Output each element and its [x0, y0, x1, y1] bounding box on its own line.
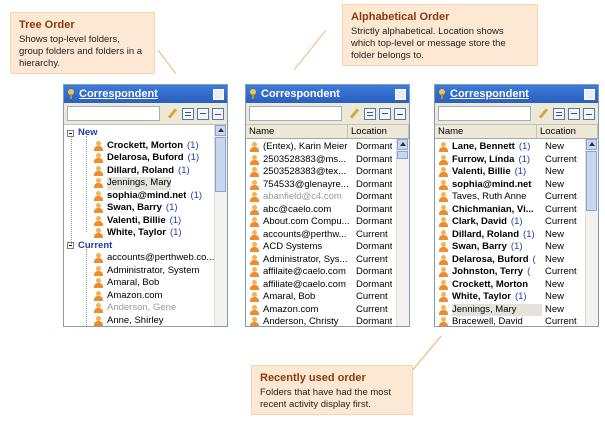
pencil-icon[interactable]: [538, 108, 550, 120]
person-icon: [439, 205, 448, 215]
scroll-up-arrow[interactable]: [586, 139, 597, 150]
list-item[interactable]: [435, 266, 586, 279]
list-item-location: New: [545, 303, 565, 315]
list-item-name-cell: [263, 229, 353, 242]
list-item-location: New: [545, 278, 565, 290]
list-item-location: Current: [545, 191, 577, 202]
alpha-view-button[interactable]: [568, 108, 580, 120]
column-header-location[interactable]: Location: [348, 125, 409, 138]
list-item[interactable]: [435, 291, 586, 304]
list-item-location: New: [545, 241, 565, 252]
vertical-scrollbar[interactable]: [585, 139, 598, 327]
person-icon: [250, 317, 259, 327]
list-item-name: Crockett, Morton: [452, 278, 528, 290]
list-item-name-cell: [452, 291, 542, 304]
list-item-name: Amazon.com: [263, 303, 319, 315]
panel-titlebar[interactable]: [64, 85, 227, 103]
list-item-location: Current: [545, 266, 577, 277]
list-item-name-cell: [263, 166, 353, 179]
list-item-location: Dormant: [356, 153, 393, 165]
list-item-name: (Entex), Karin Meier: [263, 141, 348, 152]
correspondent-panel-recent: [434, 84, 599, 327]
list-item[interactable]: [246, 179, 397, 192]
list-item-name: 2503528383@ms...: [263, 153, 347, 165]
person-icon: [250, 180, 259, 190]
list-item-name: Valenti, Billie: [452, 166, 511, 177]
list-item-name: Swan, Barry: [452, 241, 507, 252]
tree-item-name: Amazon.com: [107, 289, 163, 301]
tree-view-button[interactable]: [182, 108, 194, 120]
tree-item-name: Crockett, Morton: [107, 139, 183, 151]
scroll-thumb[interactable]: [215, 137, 226, 192]
person-icon: [250, 242, 259, 252]
person-icon: [250, 217, 259, 227]
folder-list: [246, 139, 409, 327]
list-item-name-cell: [263, 216, 353, 229]
list-item-name: Administrator, Sys...: [263, 253, 348, 265]
callout-title: Recently used order: [260, 372, 366, 384]
person-icon: [250, 305, 259, 315]
list-item-name: accounts@perthw...: [263, 228, 347, 240]
list-item-location: Dormant: [356, 141, 393, 152]
unread-count: (1): [190, 189, 203, 201]
list-item-name: About.com Compu...: [263, 216, 350, 227]
unread-count: (1): [187, 139, 199, 151]
list-item-name-cell: [452, 279, 542, 292]
person-icon: [94, 216, 103, 226]
unread-count: (1): [165, 202, 178, 213]
person-icon: [250, 255, 259, 265]
list-item-name-cell: [452, 266, 542, 279]
list-item-name-cell: [263, 266, 353, 279]
list-item-name-cell: [452, 241, 542, 254]
unread-count: (1): [514, 166, 527, 177]
person-icon: [94, 253, 103, 263]
list-item-name: Lane, Bennett: [452, 141, 515, 152]
tree-item-name: Administrator, System: [107, 264, 200, 276]
tree-item-name: Swan, Barry: [107, 202, 162, 213]
list-item-location: Dormant: [356, 166, 393, 177]
column-header: [435, 125, 598, 139]
tree-group-label: New: [78, 127, 98, 138]
person-icon: [94, 153, 103, 163]
column-header-name[interactable]: Name: [435, 125, 537, 138]
alpha-view-button[interactable]: [379, 108, 391, 120]
callout-recently-used-order: [251, 365, 413, 415]
unread-count: (: [532, 253, 536, 265]
person-icon: [439, 180, 448, 190]
list-item[interactable]: [435, 241, 586, 254]
tree-item-name: Dillard, Roland: [107, 164, 175, 176]
unread-count: (1): [510, 216, 523, 227]
person-icon: [94, 228, 103, 238]
list-item[interactable]: [435, 279, 586, 292]
list-item-name-cell: [452, 304, 542, 317]
list-item-name: Jennings, Mary: [452, 303, 517, 315]
person-icon: [439, 192, 448, 202]
callout-title: Alphabetical Order: [351, 11, 450, 23]
list-item-name-cell: [263, 304, 353, 317]
list-item[interactable]: [246, 316, 397, 327]
person-icon: [439, 167, 448, 177]
list-item-location: Current: [356, 303, 388, 315]
unread-count: (1): [169, 214, 182, 226]
maximize-button[interactable]: [584, 89, 595, 100]
person-icon: [439, 280, 448, 290]
person-icon: [439, 155, 448, 165]
pencil-icon[interactable]: [167, 108, 179, 120]
recent-view-button[interactable]: [394, 108, 406, 120]
list-item-name-cell: [452, 154, 542, 167]
list-item-name-cell: [263, 254, 353, 267]
person-icon: [439, 242, 448, 252]
list-item-name: Chichmanian, Vi...: [452, 203, 534, 215]
list-item-name-cell: [452, 216, 542, 229]
person-icon: [94, 166, 103, 176]
unread-count: (: [527, 266, 531, 277]
person-icon: [439, 292, 448, 302]
list-item-name-cell: [263, 141, 353, 154]
column-header: [246, 125, 409, 139]
list-item-location: Dormant: [356, 178, 393, 190]
scroll-up-arrow[interactable]: [215, 125, 226, 136]
list-item-name: Furrow, Linda: [452, 153, 515, 165]
recent-view-button[interactable]: [583, 108, 595, 120]
person-icon: [439, 255, 448, 265]
tree-item-name: White, Taylor: [107, 227, 166, 238]
person-icon: [94, 291, 103, 301]
list-item[interactable]: [435, 166, 586, 179]
panel-title[interactable]: Correspondent: [79, 88, 158, 100]
list-item-name-cell: [263, 179, 353, 192]
filter-combo[interactable]: [249, 106, 342, 121]
correspondent-panel-tree: [63, 84, 228, 327]
tree-guide-line: [86, 136, 87, 232]
list-item-location: Current: [356, 253, 388, 265]
unread-count: (1): [518, 153, 531, 165]
tree-item-name: Delarosa, Buford: [107, 152, 184, 163]
list-item[interactable]: [435, 154, 586, 167]
panel-toolbar: [64, 103, 227, 125]
list-item-location: New: [545, 228, 565, 240]
person-icon: [250, 167, 259, 177]
person-icon: [439, 317, 448, 327]
list-item-location: Dormant: [356, 278, 393, 290]
person-icon: [94, 316, 103, 326]
person-icon: [250, 267, 259, 277]
callout-alphabetical-order: [342, 4, 538, 66]
list-item-name: Taves, Ruth Anne: [452, 191, 527, 202]
maximize-button[interactable]: [395, 89, 406, 100]
pencil-icon[interactable]: [349, 108, 361, 120]
list-item-name: sophia@mind.net: [452, 178, 532, 190]
list-item-name-cell: [452, 316, 542, 327]
maximize-button[interactable]: [213, 89, 224, 100]
scroll-thumb[interactable]: [397, 151, 408, 159]
tree-item-name: Anderson, Gene: [107, 302, 177, 313]
list-item[interactable]: [246, 229, 397, 242]
list-item[interactable]: [246, 304, 397, 317]
list-item-location: Current: [356, 228, 388, 240]
vertical-scrollbar[interactable]: [396, 139, 409, 327]
list-item-name: abc@caelo.com: [263, 203, 332, 215]
list-item-name: Bracewell, David: [452, 316, 523, 327]
person-icon: [94, 203, 103, 213]
pushpin-icon[interactable]: [438, 89, 446, 99]
list-item-name-cell: [452, 204, 542, 217]
tree-item-name: Jennings, Mary: [107, 177, 172, 188]
person-icon: [250, 155, 259, 165]
person-icon: [94, 141, 103, 151]
list-item-location: Current: [545, 316, 577, 327]
person-icon: [250, 230, 259, 240]
list-item-name: Clark, David: [452, 216, 507, 227]
list-item[interactable]: [435, 204, 586, 217]
list-item-name-cell: [263, 291, 353, 304]
person-icon: [439, 217, 448, 227]
list-item-location: Dormant: [356, 241, 393, 252]
list-item-location: Current: [545, 153, 577, 165]
filter-combo[interactable]: [438, 106, 531, 121]
list-item[interactable]: [246, 141, 397, 154]
list-item-location: New: [545, 291, 565, 302]
unread-count: (1): [178, 164, 190, 176]
tree-item-name: Valenti, Billie: [107, 214, 166, 226]
unread-count: (1): [187, 152, 200, 163]
list-item-location: Current: [356, 291, 388, 302]
vertical-scrollbar[interactable]: [214, 125, 227, 327]
list-item-name: 2503528383@tex...: [263, 166, 347, 177]
list-item-location: New: [545, 253, 565, 265]
pushpin-icon[interactable]: [67, 89, 75, 99]
person-icon: [439, 142, 448, 152]
list-item-location: Dormant: [356, 216, 393, 227]
panel-title[interactable]: Correspondent: [261, 88, 340, 100]
list-item-location: New: [545, 141, 565, 152]
list-item-name: Johnston, Terry: [452, 266, 524, 277]
person-icon: [250, 192, 259, 202]
list-item-name: affilaite@caelo.com: [263, 266, 346, 277]
person-icon: [94, 303, 103, 313]
list-item[interactable]: [246, 254, 397, 267]
list-item-name: White, Taylor: [452, 291, 511, 302]
list-item[interactable]: [246, 279, 397, 292]
list-item-name-cell: [263, 154, 353, 167]
unread-count: (1): [169, 227, 182, 238]
list-item[interactable]: [435, 141, 586, 154]
person-icon: [439, 230, 448, 240]
list-item-name: Delarosa, Buford: [452, 253, 529, 265]
list-item-name-cell: [452, 254, 542, 267]
panel-titlebar[interactable]: [435, 85, 598, 103]
recent-view-button[interactable]: [212, 108, 224, 120]
person-icon: [250, 292, 259, 302]
column-header-name[interactable]: Name: [246, 125, 348, 138]
list-item-name: abanfield@c4.com: [263, 191, 342, 202]
tree-item-name: sophia@mind.net: [107, 189, 187, 201]
unread-count: (1): [510, 241, 523, 252]
list-item-location: Dormant: [356, 191, 393, 202]
list-item-name-cell: [452, 191, 542, 204]
list-item-name-cell: [263, 204, 353, 217]
list-item-location: New: [545, 166, 565, 177]
tree-view-button[interactable]: [553, 108, 565, 120]
list-item[interactable]: [246, 191, 397, 204]
list-item[interactable]: [246, 166, 397, 179]
list-item-name: Anderson, Christy: [263, 316, 339, 327]
tree-view-button[interactable]: [364, 108, 376, 120]
list-item-name: Amaral, Bob: [263, 291, 316, 302]
list-item-location: Current: [545, 203, 577, 215]
list-item[interactable]: [435, 229, 586, 242]
list-item-name-cell: [452, 229, 542, 242]
scroll-up-arrow[interactable]: [397, 139, 408, 150]
list-item[interactable]: [246, 204, 397, 217]
unread-count: (1): [514, 291, 527, 302]
tree-item-name: Anne, Shirley: [107, 314, 164, 326]
list-item-name-cell: [452, 166, 542, 179]
panel-title[interactable]: Correspondent: [450, 88, 529, 100]
callout-text: Strictly alphabetical. Location shows which top-level or message store the folder belongs to.: [351, 26, 506, 61]
correspondent-panel-alphabetical: [245, 84, 410, 327]
list-item-name: affiliate@caelo.com: [263, 278, 346, 290]
alpha-view-button[interactable]: [197, 108, 209, 120]
list-item-name-cell: [263, 191, 353, 204]
tree-guide-line: [86, 249, 87, 325]
list-item-name: ACD Systems: [263, 241, 323, 252]
tree-item-name: accounts@perthweb.co...: [107, 252, 215, 263]
folder-list: [435, 139, 598, 327]
list-item[interactable]: [246, 216, 397, 229]
list-item[interactable]: [435, 304, 586, 317]
panel-toolbar: [435, 103, 598, 125]
list-item[interactable]: [246, 266, 397, 279]
list-item-location: Current: [545, 216, 577, 227]
unread-count: (1): [523, 228, 535, 240]
list-item[interactable]: [435, 216, 586, 229]
list-item-name-cell: [452, 179, 542, 192]
person-icon: [439, 305, 448, 315]
list-item[interactable]: [246, 291, 397, 304]
panel-titlebar[interactable]: [246, 85, 409, 103]
list-item-name-cell: [263, 241, 353, 254]
person-icon: [94, 191, 103, 201]
list-item[interactable]: [246, 241, 397, 254]
list-item-name: 754533@glenayre...: [263, 178, 349, 190]
tree-guide-line: [71, 136, 72, 244]
list-item-location: Dormant: [356, 316, 393, 327]
folder-tree: [64, 125, 227, 327]
list-item-location: Dormant: [356, 203, 393, 215]
callout-title: Tree Order: [19, 19, 75, 31]
person-icon: [250, 205, 259, 215]
list-item[interactable]: [435, 316, 586, 327]
column-header-location[interactable]: Location: [537, 125, 598, 138]
list-item[interactable]: [435, 179, 586, 192]
list-item[interactable]: [435, 191, 586, 204]
filter-combo[interactable]: [67, 106, 160, 121]
tree-group-label: Current: [78, 239, 113, 251]
list-item-name-cell: [452, 141, 542, 154]
list-item-name-cell: [263, 279, 353, 292]
list-item-location: Dormant: [356, 266, 393, 277]
list-item-name-cell: [263, 316, 353, 327]
list-item[interactable]: [246, 154, 397, 167]
tree-item-name: Amaral, Bob: [107, 277, 160, 288]
person-icon: [439, 267, 448, 277]
callout-text: Shows top-level folders, group folders and folders in a hierarchy.: [19, 34, 143, 69]
pushpin-icon[interactable]: [249, 89, 257, 99]
callout-tree-order: [10, 12, 155, 74]
person-icon: [250, 280, 259, 290]
person-icon: [94, 278, 103, 288]
list-item[interactable]: [435, 254, 586, 267]
unread-count: (1): [518, 141, 531, 152]
person-icon: [94, 178, 103, 188]
person-icon: [94, 266, 103, 276]
callout-text: Folders that have had the most recent activity display first.: [260, 387, 391, 410]
panel-toolbar: [246, 103, 409, 125]
list-item-location: New: [545, 178, 565, 190]
person-icon: [250, 142, 259, 152]
scroll-thumb[interactable]: [586, 151, 597, 211]
list-item-name: Dillard, Roland: [452, 228, 520, 240]
